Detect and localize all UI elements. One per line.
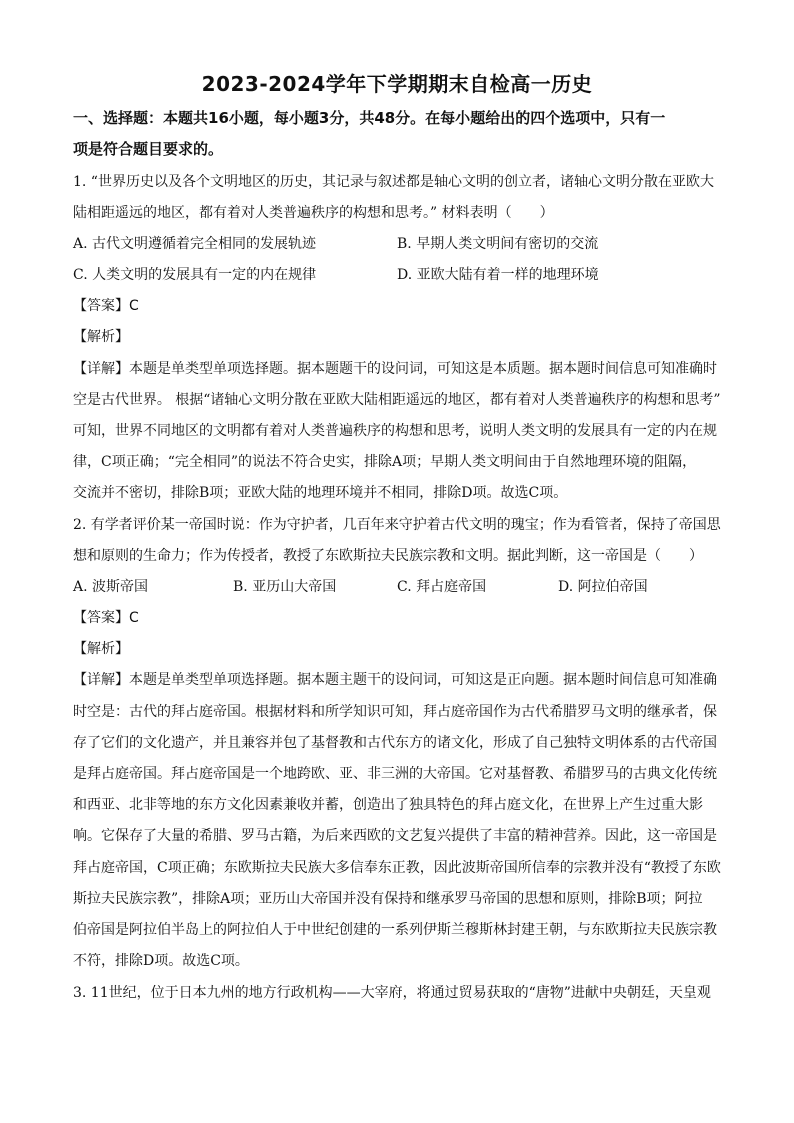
q2-detail-line: 伯帝国是阿拉伯半岛上的阿拉伯人于中世纪创建的一系列伊斯兰穆斯林封建王朝，与东欧斯拉夫民族宗教 — [73, 922, 717, 938]
q1-analysis-label: 【解析】 — [73, 329, 129, 345]
q2-detail-line: 斯拉夫民族宗教”，排除A项；亚历山大帝国并没有保持和继承罗马帝国的思想和原则，排除B项；阿拉 — [73, 891, 703, 907]
q1-stem-line-1: 1. “世界历史以及各个文明地区的历史，其记录与叙述都是轴心文明的创立者，诸轴心文明分散在亚欧大 — [73, 174, 714, 190]
q2-option-c: C. 拜占庭帝国 — [397, 579, 487, 595]
q2-option-b: B. 亚历山大帝国 — [233, 579, 337, 595]
q2-detail-line: 时空是：古代的拜占庭帝国。根据材料和所学知识可知，拜占庭帝国作为古代希腊罗马文明的继承者，保 — [73, 704, 717, 720]
q1-option-a: A. 古代文明遵循着完全相同的发展轨迹 — [73, 236, 317, 252]
q2-stem-line-1: 2. 有学者评价某一帝国时说：作为守护者，几百年来守护着古代文明的瑰宝；作为看管者，保持了帝国思 — [73, 517, 721, 533]
q2-option-d: D. 阿拉伯帝国 — [558, 579, 648, 595]
q1-answer: 【答案】C — [73, 298, 139, 314]
q2-detail-line: 存了它们的文化遗产，并且兼容并包了基督教和古代东方的诸文化，形成了自己独特文明体系的古代帝国 — [73, 735, 717, 751]
q1-detail-line: 律，C项正确；“完全相同”的说法不符合史实，排除A项；早期人类文明间由于自然地理环境的阻隔， — [73, 454, 697, 470]
q1-option-c: C. 人类文明的发展具有一定的内在规律 — [73, 267, 317, 283]
q2-detail-line: 是拜占庭帝国。拜占庭帝国是一个地跨欧、亚、非三洲的大帝国。它对基督教、希腊罗马的古典文化传统 — [73, 766, 717, 782]
q1-stem-line-2: 陆相距遥远的地区，都有着对人类普遍秩序的构想和思考。” 材料表明（ ） — [73, 205, 554, 221]
q2-detail-line: 响。它保存了大量的希腊、罗马古籍，为后来西欧的文艺复兴提供了丰富的精神营养。因此，这一帝国是 — [73, 828, 717, 844]
q2-detail-line: 拜占庭帝国，C项正确；东欧斯拉夫民族大多信奉东正教，因此波斯帝国所信奉的宗教并没有“教授了东欧 — [73, 860, 721, 876]
section-header-line-2: 项是符合题目要求的。 — [73, 140, 224, 158]
q3-stem-line-1: 3. 11世纪，位于日本九州的地方行政机构——大宰府，将通过贸易获取的“唐物”进献中央朝廷，天皇观 — [73, 985, 711, 1001]
q1-option-d: D. 亚欧大陆有着一样的地理环境 — [397, 267, 599, 283]
q2-detail-line: 和西亚、北非等地的东方文化因素兼收并蓄，创造出了独具特色的拜占庭文化，在世界上产生过重大影 — [73, 797, 703, 813]
q1-detail-line: 空是古代世界。 根据“诸轴心文明分散在亚欧大陆相距遥远的地区，都有着对人类普遍秩序的构想和思考” — [73, 392, 721, 408]
q2-option-a: A. 波斯帝国 — [73, 579, 149, 595]
q2-detail-line: 【详解】本题是单类型单项选择题。据本题主题干的设问词，可知这是正向题。据本题时间信息可知准确 — [73, 672, 717, 688]
q2-answer: 【答案】C — [73, 610, 139, 626]
q1-detail-line: 可知，世界不同地区的文明都有着对人类普遍秩序的构想和思考，说明人类文明的发展具有一定的内在规 — [73, 423, 717, 439]
q2-analysis-label: 【解析】 — [73, 641, 129, 657]
section-header-line-1: 一、选择题：本题共16小题，每小题3分，共48分。在每小题给出的四个选项中，只有一 — [73, 109, 666, 127]
q1-option-b: B. 早期人类文明间有密切的交流 — [397, 236, 599, 252]
q2-stem-line-2: 想和原则的生命力；作为传授者，教授了东欧斯拉夫民族宗教和文明。据此判断，这一帝国是（ ） — [73, 548, 703, 564]
q1-detail-line: 【详解】本题是单类型单项选择题。据本题题干的设问词，可知这是本质题。据本题时间信息可知准确时 — [73, 361, 717, 377]
q1-detail-line: 交流并不密切，排除B项；亚欧大陆的地理环境并不相同，排除D项。故选C项。 — [73, 485, 568, 501]
page-title: 2023-2024学年下学期期末自检高一历史 — [201, 72, 593, 96]
q2-detail-line: 不符，排除D项。故选C项。 — [73, 953, 249, 969]
